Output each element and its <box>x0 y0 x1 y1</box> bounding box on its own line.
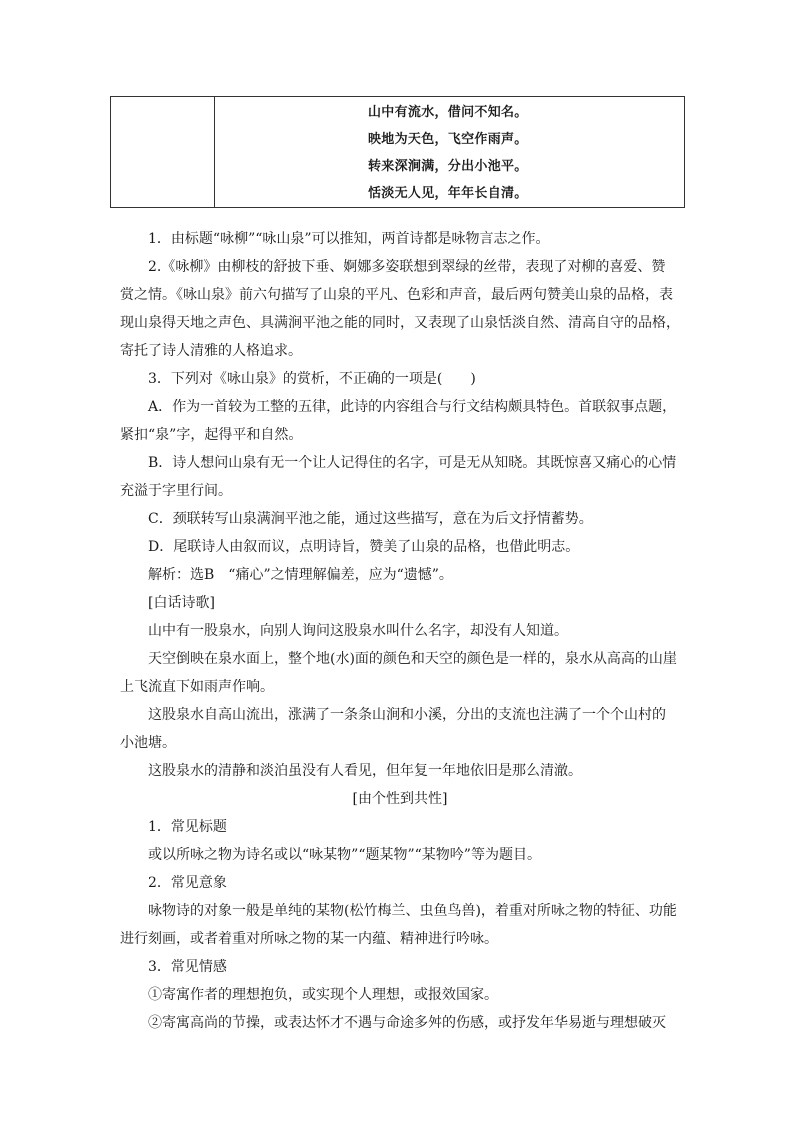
option-a: A．作为一首较为工整的五律，此诗的内容组合与行文结构颇具特色。首联叙事点题， <box>148 399 677 415</box>
title-text: 或以所咏之物为诗名或以“咏某物”“题某物”“某物吟”等为题目。 <box>148 847 541 863</box>
subheading-emotion: 3．常见情感 <box>148 959 227 975</box>
poem-line: 山中有流水，借问不知名。 <box>368 105 528 120</box>
analysis: 解析：选B “痛心”之情理解偏差，应为“遗憾”。 <box>148 567 453 583</box>
point-2-line: 赏之情。《咏山泉》前六句描写了山泉的平凡、色彩和声音，最后两句赞美山泉的品格，表 <box>120 287 673 303</box>
point-2-line: 2.《咏柳》由柳枝的舒披下垂、婀娜多姿联想到翠绿的丝带，表现了对柳的喜爱、赞 <box>148 259 666 275</box>
poem-line: 映地为天色，飞空作雨声。 <box>368 132 528 147</box>
imagery-text: 进行刻画，或者着重对所咏之物的某一内蕴、精神进行吟咏。 <box>120 931 498 947</box>
subheading-title: 1．常见标题 <box>148 819 227 835</box>
emotion-item: ①寄寓作者的理想抱负，或实现个人理想，或报效国家。 <box>148 987 498 1003</box>
subheading-imagery: 2．常见意象 <box>148 875 227 891</box>
option-b-cont: 充溢于字里行间。 <box>120 483 232 499</box>
poem-table <box>110 96 685 208</box>
poem-table-right-cell <box>215 97 685 208</box>
point-2-line: 寄托了诗人清雅的人格追求。 <box>120 343 302 359</box>
option-a-cont: 紧扣“泉”字，起得平和自然。 <box>120 427 303 443</box>
vernacular-line: 这股泉水的清静和淡泊虽没有人看见，但年复一年地依旧是那么清澈。 <box>148 763 582 779</box>
point-1: 1．由标题“咏柳”“咏山泉”可以推知，两首诗都是咏物言志之作。 <box>148 231 550 247</box>
imagery-text: 咏物诗的对象一般是单纯的某物(松竹梅兰、虫鱼鸟兽)，着重对所咏之物的特征、功能 <box>148 903 677 919</box>
section-heading: [由个性到共性] <box>352 791 448 807</box>
option-c: C．颈联转写山泉满涧平池之能，通过这些描写，意在为后文抒情蓄势。 <box>148 511 593 527</box>
question-3: 3．下列对《咏山泉》的赏析，不正确的一项是( ) <box>148 371 476 387</box>
vernacular-line: 上飞流直下如雨声作响。 <box>120 679 274 695</box>
poem-line: 转来深涧满，分出小池平。 <box>368 159 528 174</box>
poem-table-left-cell <box>111 97 215 208</box>
poem-line: 恬淡无人见，年年长自清。 <box>368 186 528 201</box>
vernacular-line: 小池塘。 <box>120 735 176 751</box>
vernacular-line: 这股泉水自高山流出，涨满了一条条山涧和小溪，分出的支流也注满了一个个山村的 <box>148 707 666 723</box>
option-b: B．诗人想问山泉有无一个让人记得住的名字，可是无从知晓。其既惊喜又痛心的心情 <box>148 455 677 471</box>
emotion-item: ②寄寓高尚的节操，或表达怀才不遇与命途多舛的伤感，或抒发年华易逝与理想破灭 <box>148 1015 666 1031</box>
document-body <box>120 225 680 1037</box>
point-2-line: 现山泉得天地之声色、具满涧平池之能的同时，又表现了山泉恬淡自然、清高自守的品格， <box>120 315 680 331</box>
vernacular-line: 天空倒映在泉水面上，整个地(水)面的颜色和天空的颜色是一样的，泉水从高高的山崖 <box>148 651 677 667</box>
vernacular-title: [白话诗歌] <box>148 595 215 611</box>
vernacular-line: 山中有一股泉水，向别人询问这股泉水叫什么名字，却没有人知道。 <box>148 623 568 639</box>
option-d: D．尾联诗人由叙而议，点明诗旨，赞美了山泉的品格，也借此明志。 <box>148 539 580 555</box>
